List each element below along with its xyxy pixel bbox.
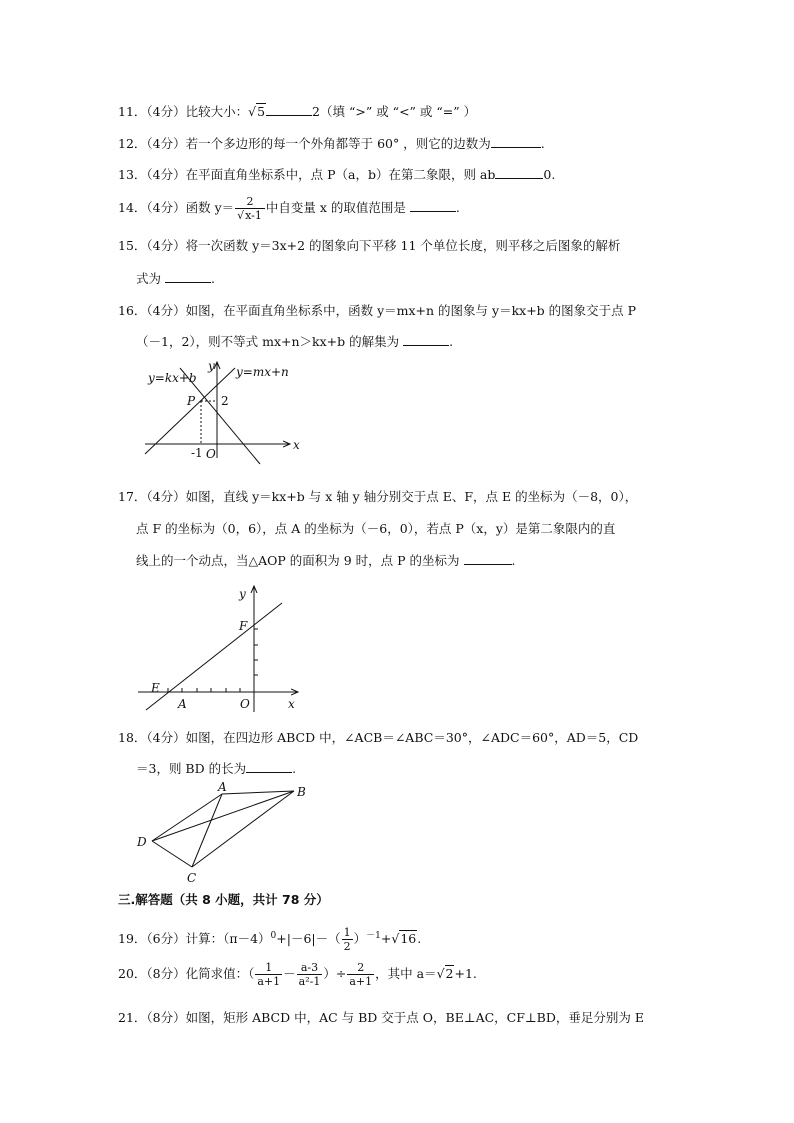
q20-f1-denominator: a+1	[257, 975, 281, 988]
q19-exponent-0: 0	[270, 931, 277, 941]
q15-end: .	[211, 271, 215, 286]
q16-label-mx-n: y=mx+n	[236, 365, 289, 379]
q12-number: 12．	[118, 136, 147, 151]
question-11	[118, 98, 698, 126]
q13-number: 13．	[118, 167, 147, 182]
question-17-line3	[136, 547, 698, 575]
q11-radicand: 5	[257, 104, 266, 119]
q18-text-line1: 如图，在四边形 ABCD 中，∠ACB＝∠ABC＝30°，∠ADC＝60°，AD＝5，CD	[185, 730, 639, 745]
q18-label-D: D	[137, 835, 147, 849]
q18-answer-blank[interactable]	[246, 758, 292, 773]
q12-text: 若一个多边形的每一个外角都等于 60° ，则它的边数为	[185, 136, 491, 151]
q14-fraction-numerator: 2	[235, 195, 265, 209]
q16-label-y: y	[208, 359, 215, 373]
q13-text: 在平面直角坐标系中，点 P（a，b）在第二象限，则 ab	[185, 167, 496, 182]
q11-sqrt: √5	[248, 104, 266, 119]
question-20	[118, 960, 698, 988]
question-17-line2	[136, 515, 698, 543]
q18-end: .	[292, 761, 297, 776]
q11-answer-blank[interactable]	[266, 101, 312, 116]
q20-tail: +1.	[454, 966, 477, 981]
q19-plus: +	[380, 931, 392, 947]
q20-text: 化简求值：（	[185, 966, 255, 981]
q19-fraction-numerator: 1	[343, 926, 351, 940]
q20-f2-numerator: a-3	[297, 961, 323, 975]
q12-answer-blank[interactable]	[491, 133, 541, 148]
question-16	[118, 297, 698, 325]
q18-label-C: C	[187, 871, 197, 885]
q21-text: 如图，矩形 ABCD 中，AC 与 BD 交于点 O，BE⊥AC，CF⊥BD，垂足分别为 E	[185, 1010, 644, 1025]
q11-text-after: 2（填 “>” 或 “<” 或 “=” ）	[312, 104, 477, 119]
q16-text-line1: 如图，在平面直角坐标系中，函数 y＝mx+n 的图象与 y＝kx+b 的图象交于点 P	[185, 303, 637, 318]
q14-text: 函数 y＝	[185, 200, 235, 215]
q19-text: 计算：（π－4）	[185, 931, 271, 947]
q15-text-line2: 式为	[136, 271, 162, 286]
q15-number: 15．	[118, 238, 147, 253]
q17-figure	[138, 582, 308, 714]
q14-text-after: 中自变量 x 的取值范围是	[265, 200, 406, 215]
q16-number: 16．	[118, 303, 147, 318]
q17-label-O: O	[240, 697, 250, 711]
q19-fraction-denominator: 2	[343, 940, 351, 954]
q14-number: 14．	[118, 200, 147, 215]
q17-label-F: F	[239, 619, 248, 633]
q18-label-A: A	[218, 780, 227, 794]
q16-score: （4分）	[146, 303, 186, 318]
question-21	[118, 1004, 698, 1032]
q18-segment-DB	[152, 791, 294, 841]
q17-y-ticks	[254, 629, 258, 675]
q19-sqrt: √16	[391, 931, 417, 947]
q12-end: .	[540, 136, 545, 151]
q17-text-line2: 点 F 的坐标为（0，6），点 A 的坐标为（－6，0），若点 P（x，y）是第二象限内的直	[136, 521, 616, 536]
q14-fraction-denominator: x-1	[245, 209, 262, 222]
q16-answer-blank[interactable]	[403, 331, 449, 346]
question-18	[118, 724, 698, 752]
q20-radicand: 2	[445, 966, 454, 981]
q16-label-x: x	[293, 438, 300, 452]
question-15-line2	[136, 265, 698, 293]
q20-f3-numerator: 2	[347, 961, 374, 975]
q21-score: （8分）	[146, 1010, 186, 1025]
q17-end: .	[511, 553, 516, 568]
q16-label-origin: O	[206, 447, 216, 461]
q11-number: 11．	[118, 104, 147, 119]
q15-score: （4分）	[146, 238, 186, 253]
q17-label-y: y	[239, 587, 246, 601]
q19-fraction	[342, 926, 353, 953]
q16-end: .	[449, 334, 454, 349]
q16-figure	[140, 358, 310, 470]
q20-fraction-1	[255, 961, 282, 988]
q20-fraction-3	[347, 961, 374, 988]
q19-end: .	[417, 931, 422, 947]
q16-label-P: P	[187, 394, 196, 408]
q20-text-after: ，其中 a＝	[375, 966, 437, 981]
q14-end: .	[455, 200, 460, 215]
q20-score: （8分）	[146, 966, 186, 981]
q15-text-line1: 将一次函数 y＝3x+2 的图象向下平移 11 个单位长度，则平移之后图象的解析	[185, 238, 621, 253]
q16-label-kx-b: y=kx+b	[148, 371, 197, 385]
q17-answer-blank[interactable]	[464, 550, 512, 565]
q13-end: 0.	[543, 167, 556, 182]
q20-number: 20．	[118, 966, 147, 981]
q18-label-B: B	[297, 785, 306, 799]
question-19	[118, 922, 698, 953]
q13-answer-blank[interactable]	[495, 164, 543, 179]
q14-score: （4分）	[146, 200, 186, 215]
q14-fraction: $\frac{2}{√x-1}$	[235, 195, 265, 222]
q21-number: 21．	[118, 1010, 147, 1025]
question-18-line2	[136, 755, 698, 783]
q11-score: （4分）	[146, 104, 186, 119]
q17-text-line3: 线上的一个动点，当△AOP 的面积为 9 时，点 P 的坐标为	[136, 553, 460, 568]
q20-f2-denominator: a²-1	[298, 975, 321, 988]
q18-segment-AB	[222, 791, 294, 794]
q14-answer-blank[interactable]	[410, 197, 456, 212]
question-14	[118, 194, 698, 222]
q15-answer-blank[interactable]	[165, 268, 211, 283]
q12-score: （4分）	[146, 136, 186, 151]
q20-f3-denominator: a+1	[349, 975, 373, 988]
q17-score: （4分）	[146, 489, 186, 504]
q19-exponent-neg1: －1	[366, 931, 381, 941]
q20-f1-numerator: 1	[255, 961, 282, 975]
q16-text-line2: （－1，2），则不等式 mx+n＞kx+b 的解集为	[136, 334, 400, 349]
q13-score: （4分）	[146, 167, 186, 182]
q20-divide: ）÷	[323, 966, 347, 981]
q18-text-line2: ＝3，则 BD 的长为	[136, 761, 247, 776]
q19-close-paren: ）	[353, 931, 367, 947]
q19-radicand: 16	[400, 931, 417, 947]
q18-segment-DA	[152, 794, 222, 841]
question-17	[118, 483, 698, 511]
q17-text-line1: 如图，直线 y＝kx+b 与 x 轴 y 轴分别交于点 E、F，点 E 的坐标为（－8，0），	[185, 489, 638, 504]
q17-x-ticks	[168, 688, 240, 692]
q18-figure	[132, 780, 322, 888]
q18-segment-DC	[152, 841, 192, 867]
q19-number: 19．	[118, 931, 147, 947]
question-12	[118, 130, 698, 158]
q18-number: 18．	[118, 730, 147, 745]
q17-line-EF	[146, 603, 282, 710]
q19-score: （6分）	[146, 931, 186, 947]
q11-text: 比较大小：	[185, 104, 249, 119]
q17-number: 17．	[118, 489, 147, 504]
q20-minus: －	[283, 966, 296, 981]
q19-abs-term: +|－6|－（	[276, 931, 341, 947]
q16-label-neg1: -1	[191, 446, 203, 460]
q18-score: （4分）	[146, 730, 186, 745]
q17-label-E: E	[151, 681, 160, 695]
question-15	[118, 232, 698, 260]
q16-label-2: 2	[221, 394, 229, 408]
q20-fraction-2	[297, 961, 323, 988]
q17-label-x: x	[288, 697, 295, 711]
question-13	[118, 161, 698, 189]
q20-sqrt: √2	[436, 966, 454, 981]
section-3-heading: 三.解答题（共 8 小题，共计 78 分）	[118, 892, 329, 907]
q17-label-A: A	[178, 697, 187, 711]
question-16-line2	[136, 328, 698, 356]
